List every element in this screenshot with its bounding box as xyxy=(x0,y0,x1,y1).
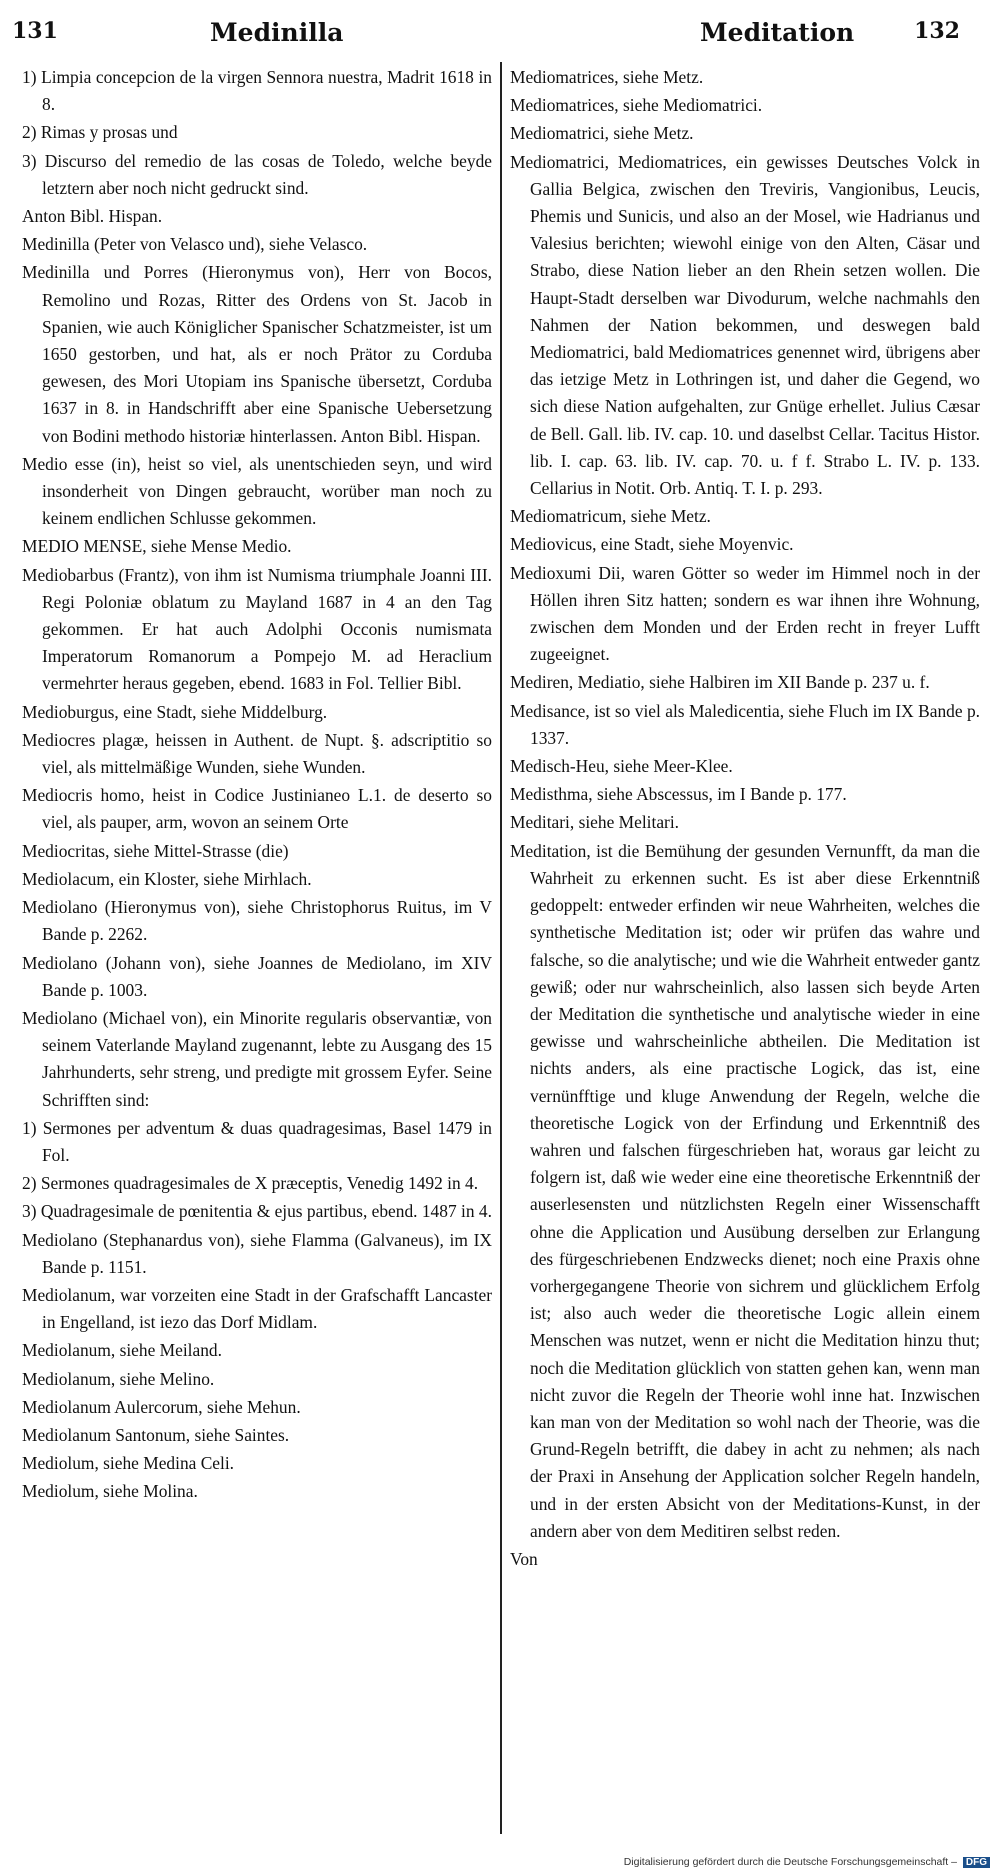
dictionary-entry: Mediolano (Hieronymus von), siehe Christophorus Ruitus, im V Bande p. 2262. xyxy=(22,897,492,945)
dictionary-entry: Mediovicus, eine Stadt, siehe Moyenvic. xyxy=(510,534,794,555)
dictionary-entry: Medioxumi Dii, waren Götter so weder im Himmel noch in der Höllen ihren Sitz hatten; sondern es war ihnen ihre Wohnung, zwischen dem Monden und der Erden recht in freyer Lufft zugeeignet. xyxy=(510,562,980,665)
dictionary-entry: Medisthma, siehe Abscessus, im I Bande p. 177. xyxy=(510,784,847,805)
digitization-footer xyxy=(624,1856,990,1868)
dictionary-entry: Medisch-Heu, siehe Meer-Klee. xyxy=(510,756,733,777)
dfg-logo: DFG xyxy=(963,1857,990,1868)
dictionary-entry: Medioburgus, eine Stadt, siehe Middelburg. xyxy=(22,701,328,722)
left-column xyxy=(22,64,492,1834)
dictionary-entry: Mediolum, siehe Molina. xyxy=(22,1481,198,1502)
dictionary-entry: Mediomatrici, Mediomatrices, ein gewisses Deutsches Volck in Gallia Belgica, zwischen den Treviris, Vangionibus, Leucis, Phemis und Sunicis, und also an der Mosel, wie Hadrianus und Valesius berichten; wiewohl einige von den Alten, Cäsar und Strabo, diese Nation lieber an den Rhein setzen wollen. Die Haupt-Stadt derselben war Divodurum, welche nachmahls den Nahmen der Nation bekommen, und deswegen bald Mediomatrici, bald Mediomatrices genennet wird, übrigens aber das ietzige Metz in Lothringen ist, und daher die Gegend, wo sich diese Nation aufgehalten, zur Gnüge erhellet. Julius Cæsar de Bell. Gall. lib. IV. cap. 10. und daselbst Cellar. Tacitus Histor. lib. I. cap. 63. lib. IV. cap. 70. u. f f. Strabo L. IV. p. 133. Cellarius in Notit. Orb. Antiq. T. I. p. 293. xyxy=(510,151,980,499)
dictionary-entry: Medinilla (Peter von Velasco und), siehe Velasco. xyxy=(22,234,368,255)
dictionary-entry: Mediolanum, siehe Melino. xyxy=(22,1368,215,1389)
dictionary-entry: Medio esse (in), heist so viel, als unentschieden seyn, und wird insonderheit von Dingen gebraucht, worüber man noch zu keinem endlichen Schlusse gekommen. xyxy=(22,453,492,529)
column-divider xyxy=(500,62,502,1834)
page-number-right: 132 xyxy=(914,18,960,44)
dictionary-entry: Meditari, siehe Melitari. xyxy=(510,812,680,833)
footer-text: Digitalisierung gefördert durch die Deutsche Forschungsgemeinschaft – xyxy=(623,1856,957,1868)
running-head-right: Meditation xyxy=(700,18,855,47)
dictionary-entry: Mediolanum Aulercorum, siehe Mehun. xyxy=(22,1396,301,1417)
dictionary-entry: Mediolacum, ein Kloster, siehe Mirhlach. xyxy=(22,868,312,889)
dictionary-entry: Mediolanum, siehe Meiland. xyxy=(22,1340,222,1361)
dictionary-entry: Mediolano (Michael von), ein Minorite regularis observantiæ, von seinem Vaterlande Mayland zugenannt, lebte zu Ausgang des 15 Jahrhunderts, sehr streng, und predigte mit grossem Eyfer. Seine Schrifften sind: xyxy=(22,1007,492,1110)
dictionary-entry: Medisance, ist so viel als Maledicentia, siehe Fluch im IX Bande p. 1337. xyxy=(510,700,980,748)
dictionary-entry: Mediomatrici, siehe Metz. xyxy=(510,123,694,144)
dictionary-entry: 2) Rimas y prosas und xyxy=(22,122,178,143)
dictionary-entry: Mediren, Mediatio, siehe Halbiren im XII Bande p. 237 u. f. xyxy=(510,672,930,693)
dictionary-entry: Mediolano (Johann von), siehe Joannes de Mediolano, im XIV Bande p. 1003. xyxy=(22,952,492,1000)
dictionary-entry: MEDIO MENSE, siehe Mense Medio. xyxy=(22,536,292,557)
dictionary-entry: 2) Sermones quadragesimales de X præceptis, Venedig 1492 in 4. xyxy=(22,1173,479,1194)
dictionary-entry: 1) Limpia concepcion de la virgen Sennora nuestra, Madrit 1618 in 8. xyxy=(22,67,492,115)
dictionary-entry: Medinilla und Porres (Hieronymus von), Herr von Bocos, Remolino und Rozas, Ritter des Ordens von St. Jacob in Spanien, wie auch Königlicher Spanischer Schatzmeister, ist um 1650 gestorben, und hat, als er noch Prätor zu Corduba gewesen, des Mori Utopiam ins Spanische übersetzt, Corduba 1637 in 8. in Handschrifft aber eine Spanische Uebersetzung von Bodini methodo historiæ hinterlassen. Anton Bibl. Hispan. xyxy=(22,262,492,446)
dictionary-entry: 1) Sermones per adventum & duas quadragesimas, Basel 1479 in Fol. xyxy=(22,1117,492,1165)
dictionary-entry: Mediobarbus (Frantz), von ihm ist Numisma triumphale Joanni III. Regi Poloniæ oblatum zu Mayland 1687 in 4 an den Tag gekommen. Er hat auch Adolphi Occonis numismata Imperatorum Romanorum a Pompejo M. ad Heraclium vermehrter heraus gegeben, ebend. 1683 in Fol. Tellier Bibl. xyxy=(22,564,492,694)
dictionary-entry: Mediolanum Santonum, siehe Saintes. xyxy=(22,1424,290,1445)
dictionary-entry: Anton Bibl. Hispan. xyxy=(22,206,163,227)
dictionary-entry: Mediomatrices, siehe Mediomatrici. xyxy=(510,95,763,116)
dictionary-entry: Mediolum, siehe Medina Celi. xyxy=(22,1453,235,1474)
page-number-left: 131 xyxy=(12,18,58,44)
dictionary-entry: Mediolano (Stephanardus von), siehe Flamma (Galvaneus), im IX Bande p. 1151. xyxy=(22,1229,492,1277)
dictionary-entry: Meditation, ist die Bemühung der gesunden Vernunfft, da man die Wahrheit zu erkennen sucht. Es ist aber diese Erkenntniß gedoppelt: entweder erfinden wir neue Wahrheiten, welches die synthetische Meditation ist; oder wir prüfen das wahre und falsche, so die analytische; und wie die Wahrheit entweder gantz gewiß; oder nur wahrscheinlich, also lassen sich beyde Arten der Meditation die synthetische und analytische wieder in eine gewisse und wahrscheinliche abtheilen. Die Meditation ist nichts anders, als eine practische Logick, das ist, eine vernünfftige und kluge Anwendung der Regeln, welche die theoretische Logick von der Erfindung und Erkenntniß des wahren und falschen fürgeschrieben hat, woraus gar leicht zu folgern ist, daß wie weder eine eine theoretische Erkenntniß der auserlesensten und nützlichsten Regeln einer Wissenschafft ohne die Application und Ausübung derselben zur Erlangung des fürgeschriebenen Endzwecks dienet; noch eine Praxis ohne vorhergegangene Theorie von sichrem und glücklichem Erfolg ist; also auch weder die theoretische Logic allein einem Menschen was nutzet, wenn er nicht die Meditation hinzu thut; noch die Meditation glücklich von statten gehen kan, wenn man nicht zuvor die Regeln der Theorie wohl inne hat. Inzwischen kan man von der Meditation so wohl nach der Theorie, was die Grund-Regeln betrifft, die dabey in acht zu nehmen; als nach der Praxi in Ansehung der Application solcher Regeln handeln, und in der ersten Absicht von der Meditations-Kunst, in der andern aber von dem Meditiren selbst reden. xyxy=(510,840,980,1541)
dictionary-entry: Mediocres plagæ, heissen in Authent. de Nupt. §. adscriptitio so viel, als mittelmäßige Wunden, siehe Wunden. xyxy=(22,729,492,778)
dictionary-entry: 3) Quadragesimale de pœnitentia & ejus partibus, ebend. 1487 in 4. xyxy=(22,1201,492,1222)
dictionary-entry: Mediomatricum, siehe Metz. xyxy=(510,506,711,527)
dictionary-entry: Mediomatrices, siehe Metz. xyxy=(510,67,704,87)
dictionary-entry: Mediocritas, siehe Mittel-Strasse (die) xyxy=(22,840,289,861)
dictionary-entry: Mediocris homo, heist in Codice Justinianeo L.1. de deserto so viel, als pauper, arm, wovon an seinem Orte xyxy=(22,785,492,833)
running-head-left: Medinilla xyxy=(210,18,344,47)
dictionary-entry: Mediolanum, war vorzeiten eine Stadt in der Grafschafft Lancaster in Engelland, ist iezo das Dorf Midlam. xyxy=(22,1284,492,1333)
dictionary-entry: Von xyxy=(510,1548,538,1569)
right-column xyxy=(510,64,980,1834)
dictionary-entry: 3) Discurso del remedio de las cosas de Toledo, welche beyde letztern aber noch nicht gedruckt sind. xyxy=(22,150,492,198)
page-header xyxy=(0,18,1000,58)
